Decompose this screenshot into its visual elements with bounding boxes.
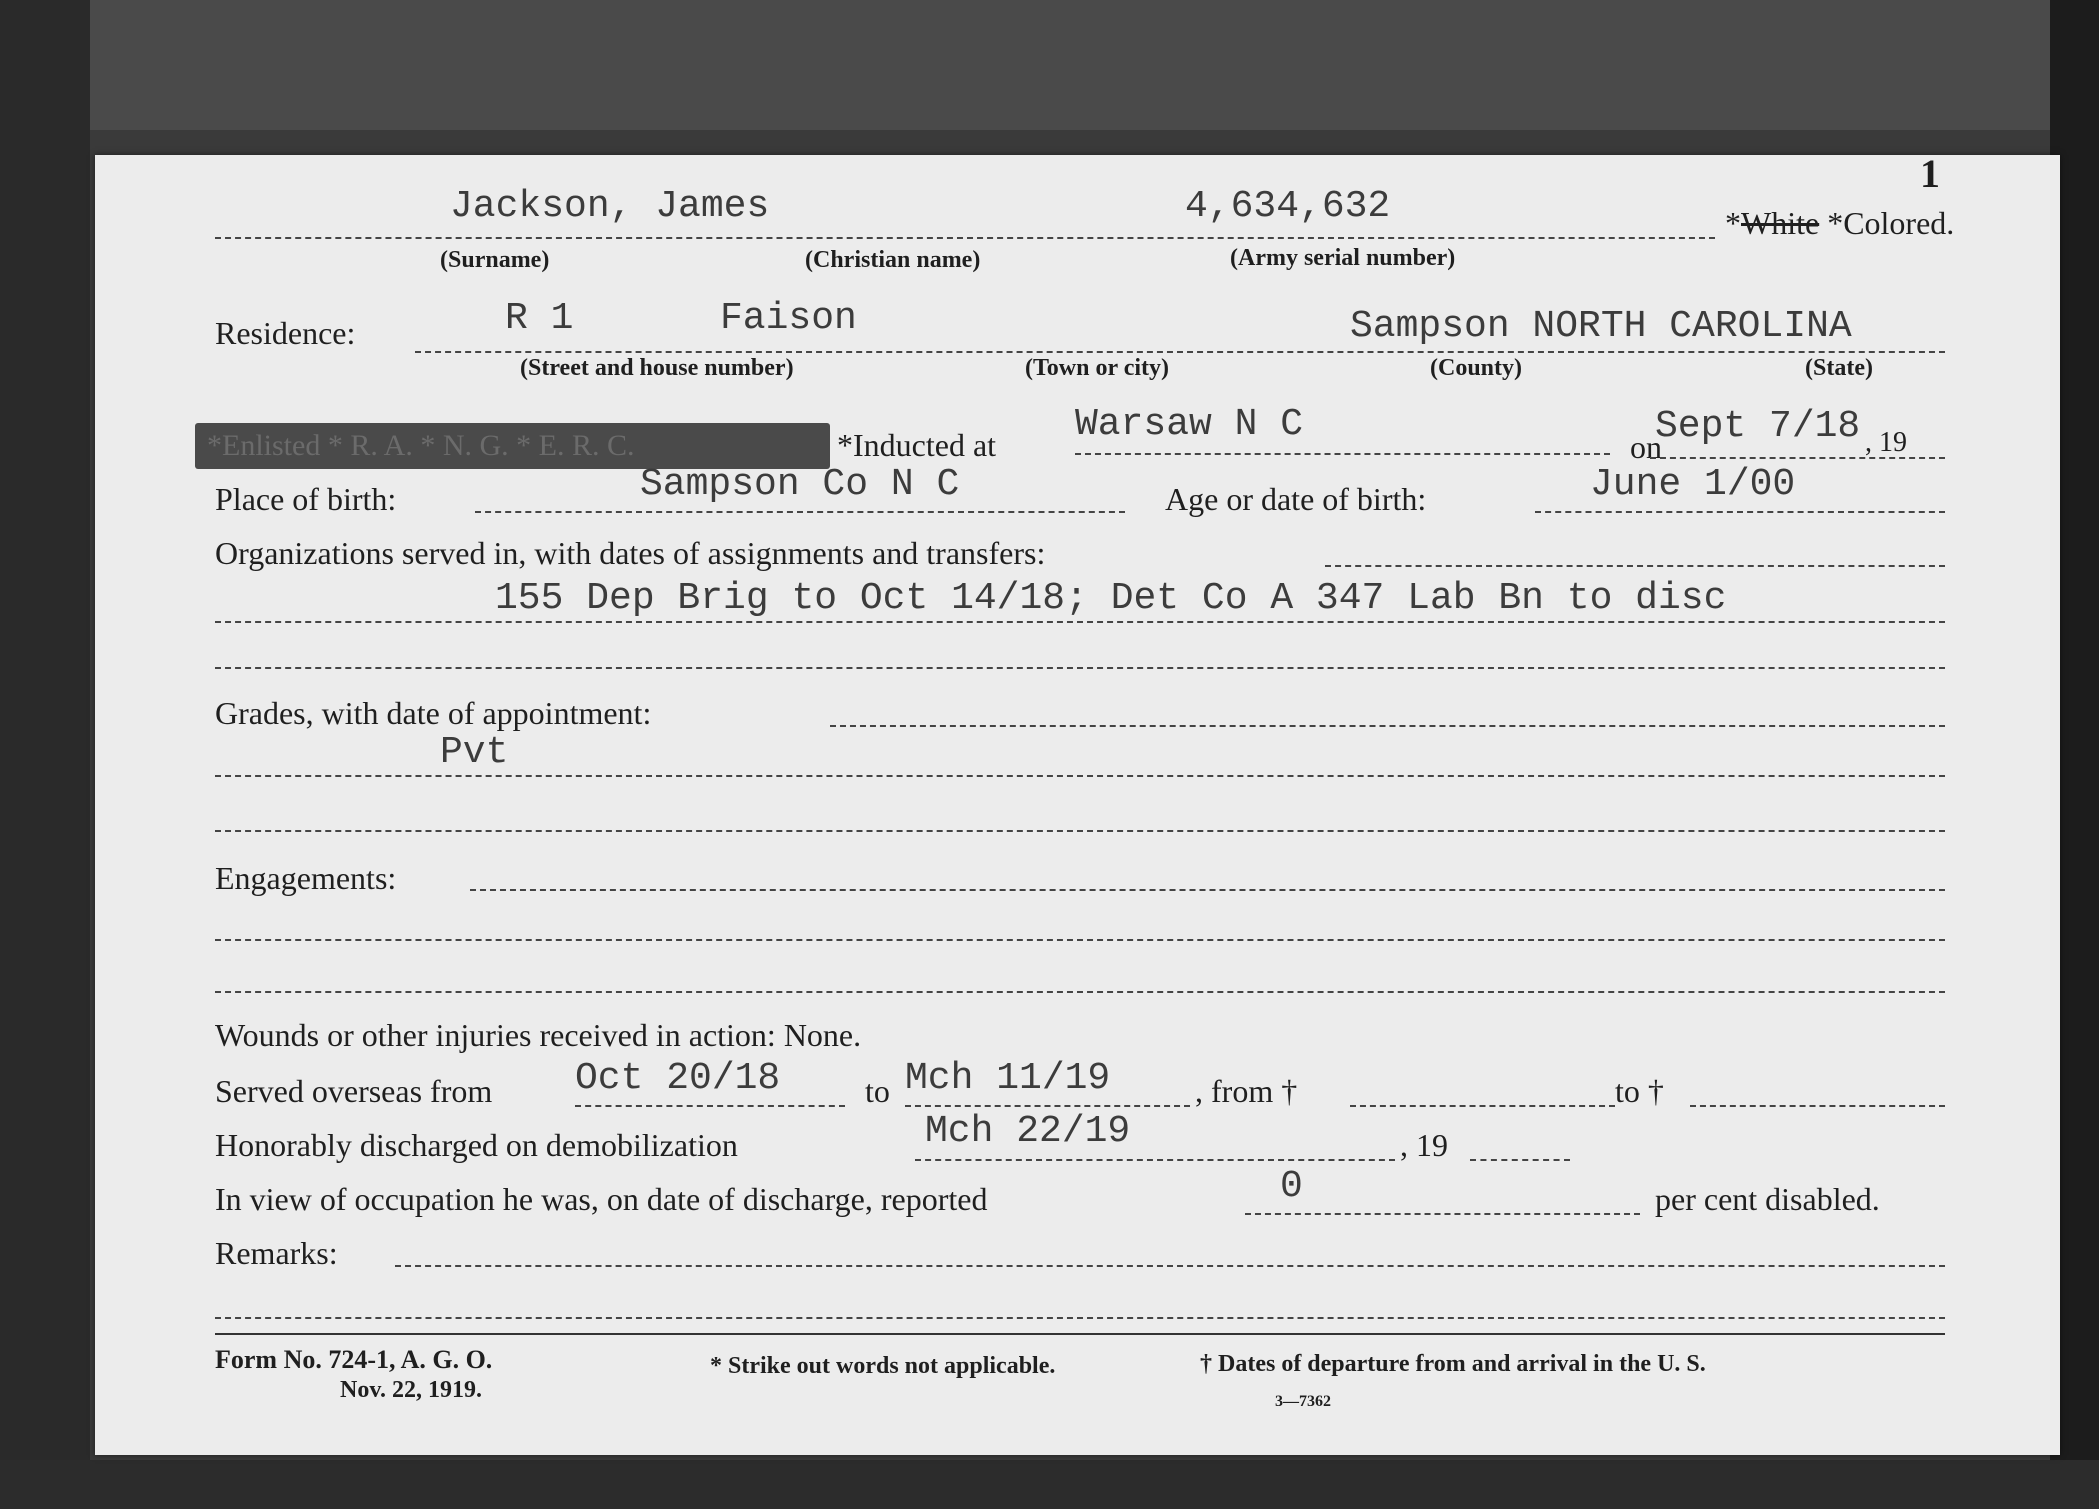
print-code: 3—7362 bbox=[1275, 1393, 1331, 1410]
inducted-year-suffix: , 19 bbox=[1865, 427, 1907, 458]
age-label: Age or date of birth: bbox=[1165, 481, 1427, 517]
service-record-card bbox=[95, 151, 2060, 1455]
scan-background-top bbox=[0, 0, 2099, 130]
organizations-line-2 bbox=[215, 621, 1945, 623]
birth-date-line bbox=[1535, 511, 1945, 513]
residence-label: Residence: bbox=[215, 315, 356, 351]
overseas-from2-label: , from † bbox=[1195, 1073, 1298, 1109]
serial-caption: (Army serial number) bbox=[1230, 245, 1456, 271]
overseas-to2-label: to † bbox=[1615, 1073, 1664, 1109]
card-number: 1 bbox=[1920, 151, 1940, 196]
remarks-label: Remarks: bbox=[215, 1235, 338, 1271]
name-line bbox=[215, 237, 1715, 239]
occupation-label: In view of occupation he was, on date of discharge, reported bbox=[215, 1181, 988, 1217]
serial-typed: 4,634,632 bbox=[1185, 185, 1391, 228]
disabled-suffix: per cent disabled. bbox=[1655, 1181, 1880, 1217]
county-caption: (County) bbox=[1430, 355, 1523, 381]
surname-caption: (Surname) bbox=[440, 247, 550, 273]
organizations-typed: 155 Dep Brig to Oct 14/18; Det Co A 347 Lab Bn to disc bbox=[495, 577, 1727, 620]
overseas-from-line bbox=[575, 1105, 845, 1107]
on-label: on bbox=[1630, 429, 1662, 465]
engagements-label: Engagements: bbox=[215, 860, 397, 896]
residence-town-typed: Faison bbox=[720, 297, 857, 340]
overseas-to-line bbox=[905, 1105, 1190, 1107]
dates-note: † Dates of departure from and arrival in the U. S. bbox=[1200, 1351, 1706, 1377]
residence-street-typed: R 1 bbox=[505, 297, 574, 340]
residence-line bbox=[415, 351, 1945, 353]
remarks-line-2 bbox=[215, 1317, 1945, 1319]
form-date: Nov. 22, 1919. bbox=[340, 1377, 483, 1403]
engagements-line-3 bbox=[215, 991, 1945, 993]
discharged-year-suffix: , 19 bbox=[1400, 1127, 1448, 1163]
race-white: White bbox=[1741, 205, 1820, 241]
redacted-enlistment-options: *Enlisted * R. A. * N. G. * E. R. C. bbox=[195, 423, 830, 469]
disabled-typed: 0 bbox=[1280, 1165, 1303, 1208]
street-caption: (Street and house number) bbox=[520, 355, 794, 381]
grades-typed: Pvt bbox=[440, 731, 509, 774]
scan-background-left bbox=[0, 0, 90, 1509]
name-typed: Jackson, James bbox=[450, 185, 770, 228]
residence-county-state-typed: Sampson NORTH CAROLINA bbox=[1350, 305, 1852, 348]
inducted-place-line bbox=[1075, 453, 1610, 455]
birth-place-typed: Sampson Co N C bbox=[640, 463, 960, 506]
discharged-line bbox=[915, 1159, 1395, 1161]
birth-place-line bbox=[475, 511, 1125, 513]
overseas-to-label: to bbox=[865, 1073, 890, 1109]
grades-line-3 bbox=[215, 830, 1945, 832]
inducted-date-typed: Sept 7/18 bbox=[1655, 405, 1861, 448]
overseas-label: Served overseas from bbox=[215, 1073, 493, 1109]
grades-line-1 bbox=[830, 725, 1945, 727]
birth-place-label: Place of birth: bbox=[215, 481, 397, 517]
race-field: *White *Colored. bbox=[1725, 205, 1955, 241]
birth-date-typed: June 1/00 bbox=[1590, 463, 1796, 506]
inducted-label: *Inducted at bbox=[837, 427, 997, 463]
race-colored: Colored. bbox=[1843, 205, 1955, 241]
overseas-to-typed: Mch 11/19 bbox=[905, 1057, 1111, 1100]
grades-line-2 bbox=[215, 775, 1945, 777]
engagements-line-1 bbox=[470, 889, 1945, 891]
overseas-to2-line bbox=[1690, 1105, 1945, 1107]
state-caption: (State) bbox=[1805, 355, 1873, 381]
overseas-from2-line bbox=[1350, 1105, 1615, 1107]
strike-note: * Strike out words not applicable. bbox=[710, 1353, 1056, 1379]
wounds-label: Wounds or other injuries received in action: None. bbox=[215, 1017, 862, 1053]
footer-rule bbox=[215, 1333, 1945, 1335]
grades-label: Grades, with date of appointment: bbox=[215, 695, 652, 731]
remarks-line-1 bbox=[395, 1265, 1945, 1267]
overseas-from-typed: Oct 20/18 bbox=[575, 1057, 781, 1100]
town-caption: (Town or city) bbox=[1025, 355, 1169, 381]
engagements-line-2 bbox=[215, 939, 1945, 941]
form-number: Form No. 724-1, A. G. O. bbox=[215, 1345, 493, 1374]
discharged-label: Honorably discharged on demobilization bbox=[215, 1127, 738, 1163]
disabled-line bbox=[1245, 1213, 1640, 1215]
organizations-label: Organizations served in, with dates of assignments and transfers: bbox=[215, 535, 1046, 571]
organizations-line-3 bbox=[215, 667, 1945, 669]
inducted-place-typed: Warsaw N C bbox=[1075, 403, 1304, 446]
organizations-line-1 bbox=[1325, 565, 1945, 567]
discharged-year-line bbox=[1470, 1159, 1570, 1161]
scan-background-bottom bbox=[0, 1460, 2099, 1509]
christian-name-caption: (Christian name) bbox=[805, 247, 981, 273]
discharged-typed: Mch 22/19 bbox=[925, 1110, 1131, 1153]
inducted-date-line bbox=[1650, 457, 1945, 459]
